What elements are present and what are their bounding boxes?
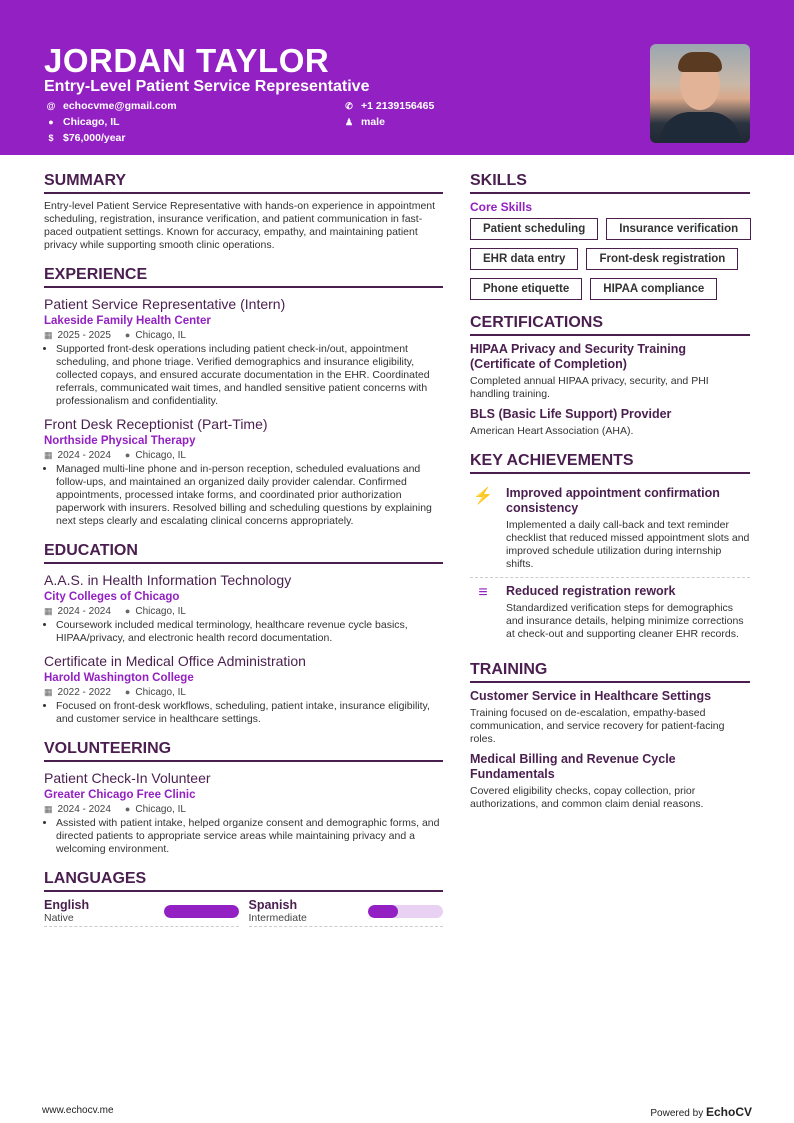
footer-site[interactable]: www.echocv.me [42,1105,114,1116]
proficiency-bar [368,905,443,918]
location-text: Chicago, IL [135,804,186,815]
person-icon: ♟ [344,116,354,127]
language-name: Spanish [248,898,298,912]
contact-phone[interactable] [344,100,434,112]
entry-organization: Harold Washington College [44,672,194,684]
phone-icon: ✆ [345,100,353,111]
certification-title: BLS (Basic Life Support) Provider [470,407,672,421]
entry-organization: City Colleges of Chicago [44,591,180,603]
entry-dates [44,450,111,461]
dates-text: 2024 - 2024 [57,804,111,815]
resume-header [0,0,794,155]
entry-meta [44,606,443,617]
achievement-body [506,584,750,641]
calendar-icon: ▦ [44,330,53,340]
location-pin-icon: ● [124,687,131,697]
calendar-icon: ▦ [44,450,53,460]
phone-text: +1 2139156465 [361,100,435,112]
entry-dates [44,687,111,698]
entry-role: Patient Service Representative (Intern) [44,296,286,312]
certifications-section [470,314,750,438]
skill-tag: HIPAA compliance [590,278,717,300]
section-heading: KEY ACHIEVEMENTS [470,452,750,474]
bullet-item: • Coursework included medical terminology, healthcare revenue cycle basics, HIPAA/privacy, and electronic health record documentation. [56,619,443,645]
achievement-item [470,480,750,578]
contact-location [46,116,120,128]
skill-tag: Phone etiquette [470,278,582,300]
volunteering-section [44,740,443,856]
list-icon: ≡ [478,584,488,601]
language-text [44,898,89,924]
dates-text: 2024 - 2024 [57,450,111,461]
languages-section [44,870,443,927]
bullet-item: • Focused on front-desk workflows, scheduling, patient intake, insurance eligibility, and customer service in healthcare settings. [56,700,443,726]
location-text: Chicago, IL [135,330,186,341]
contact-email[interactable] [46,100,177,112]
calendar-icon: ▦ [44,687,53,697]
achievement-item [470,578,750,647]
entry-location [125,804,186,815]
achievement-title: Reduced registration rework [506,584,676,598]
location-text: Chicago, IL [135,687,186,698]
location-text: Chicago, IL [63,116,120,128]
experience-section [44,266,443,528]
entry-role: Front Desk Receptionist (Part-Time) [44,416,268,432]
calendar-icon: ▦ [44,606,53,616]
education-section [44,542,443,726]
entry-location [125,330,186,341]
at-icon: @ [46,101,56,111]
section-heading: SKILLS [470,172,750,194]
section-heading: EXPERIENCE [44,266,443,288]
section-heading: SUMMARY [44,172,443,194]
gender-text: male [361,116,385,128]
entry-meta [44,450,443,461]
candidate-title: Entry-Level Patient Service Representative [44,78,370,95]
location-text: Chicago, IL [135,450,186,461]
language-level: Intermediate [248,912,307,924]
entry-dates [44,606,111,617]
bullet-item: • Supported front-desk operations including patient check-in/out, appointment scheduling, and phone triage. Verified demographics and insurance eligibility, collected copays, and ensured accurate documentation in the EHR. Coordinated referrals, communicated wait times, and handled sensitive patient concerns with professionalism and confidentiality. [56,343,443,408]
skills-subheading: Core Skills [470,200,533,214]
skill-tag: Front-desk registration [586,248,738,270]
entry-role: Certificate in Medical Office Administration [44,653,306,669]
training-desc: Training focused on de-escalation, empathy-based communication, and service recovery for patient-facing roles. [470,707,725,745]
skill-tag: Insurance verification [606,218,751,240]
location-pin-icon: ● [48,117,54,127]
entry [44,653,443,726]
bullet-list [44,463,443,528]
section-heading: VOLUNTEERING [44,740,443,762]
training-title: Medical Billing and Revenue Cycle Fundamentals [470,752,676,781]
achievement-title: Improved appointment confirmation consistency [506,486,720,515]
entry-meta [44,330,443,341]
certification-desc: American Heart Association (AHA). [470,425,634,437]
achievements-section [470,452,750,647]
bullet-item: • Assisted with patient intake, helped organize consent and demographic forms, and directed patients to appropriate service areas while maintaining privacy and a welcoming environment. [56,817,443,856]
contact-salary [46,132,125,144]
proficiency-fill [164,905,239,918]
entry-dates [44,330,111,341]
powered-label: Powered by [650,1108,704,1119]
brand-name: EchoCV [705,1105,752,1119]
entry [44,770,443,856]
location-pin-icon: ● [124,606,131,616]
entry-organization: Greater Chicago Free Clinic [44,789,196,801]
left-column [44,172,443,927]
lightning-icon: ⚡ [473,488,493,505]
skills-section [470,172,750,300]
achievement-desc: Implemented a daily call-back and text reminder checklist that reduced missed appointment slots and improved schedule utilization during internship shifts. [506,519,750,570]
section-heading: CERTIFICATIONS [470,314,750,336]
language-item [249,898,444,927]
entry-meta [44,804,443,815]
contact-gender [344,116,385,128]
language-name: English [44,898,90,912]
skill-tag: EHR data entry [470,248,578,270]
calendar-icon: ▦ [44,804,53,814]
entry-role: A.A.S. in Health Information Technology [44,572,292,588]
entry-location [125,606,186,617]
proficiency-fill [368,905,398,918]
bullet-list [44,619,443,645]
dates-text: 2024 - 2024 [57,606,111,617]
entry-location [125,687,186,698]
entry-meta [44,687,443,698]
entry [44,416,443,528]
entry [44,296,443,408]
entry [44,572,443,645]
bullet-item: • Managed multi-line phone and in-person reception, scheduled evaluations and follow-ups, and maintained an organized daily provider calendar. Confirmed appointments, processed intake forms, and coordinated prior authorization paperwork with insurers. Resolved billing and scheduling questions by explaining next steps clearly and escalating clinical concerns appropriately. [56,463,443,528]
money-icon: $ [48,133,54,143]
email-text: echocvme@gmail.com [63,100,177,112]
skill-tag: Patient scheduling [470,218,598,240]
section-heading: EDUCATION [44,542,443,564]
entry-organization: Lakeside Family Health Center [44,315,211,327]
section-heading: LANGUAGES [44,870,443,892]
right-column [470,172,750,811]
language-item [44,898,239,927]
certification-title: HIPAA Privacy and Security Training (Certificate of Completion) [470,342,687,371]
summary-text: Entry-level Patient Service Representative with hands-on experience in appointment scheduling, registration, insurance verification, and patient communication in fast-paced outpatient settings. Known for accuracy, empathy, and maintaining patient privacy while supporting smooth clinic operations. [44,200,436,251]
training-desc: Covered eligibility checks, copay collection, prior authorizations, and common claim denial reasons. [470,785,704,810]
achievement-body [506,486,750,571]
achievement-desc: Standardized verification steps for demographics and insurance details, helping minimize corrections at check-out and supporting cleaner EHR records. [506,602,744,640]
training-section [470,661,750,811]
summary-section [44,172,443,252]
training-title: Customer Service in Healthcare Settings [470,689,712,703]
language-level: Native [44,912,74,924]
bullet-list [44,343,443,408]
profile-photo [650,44,750,143]
language-text [249,898,307,924]
entry-role: Patient Check-In Volunteer [44,770,211,786]
entry-dates [44,804,111,815]
location-pin-icon: ● [124,330,131,340]
location-pin-icon: ● [124,804,131,814]
footer-powered[interactable] [650,1105,752,1119]
bullet-list [44,700,443,726]
candidate-name: JORDAN TAYLOR [44,42,330,79]
entry-organization: Northside Physical Therapy [44,435,196,447]
salary-text: $76,000/year [63,132,126,144]
dates-text: 2025 - 2025 [57,330,111,341]
entry-location [125,450,186,461]
certification-desc: Completed annual HIPAA privacy, security, and PHI handling training. [470,375,709,400]
proficiency-bar [164,905,239,918]
location-pin-icon: ● [124,450,131,460]
bullet-list [44,817,443,856]
dates-text: 2022 - 2022 [57,687,111,698]
location-text: Chicago, IL [135,606,186,617]
section-heading: TRAINING [470,661,750,683]
